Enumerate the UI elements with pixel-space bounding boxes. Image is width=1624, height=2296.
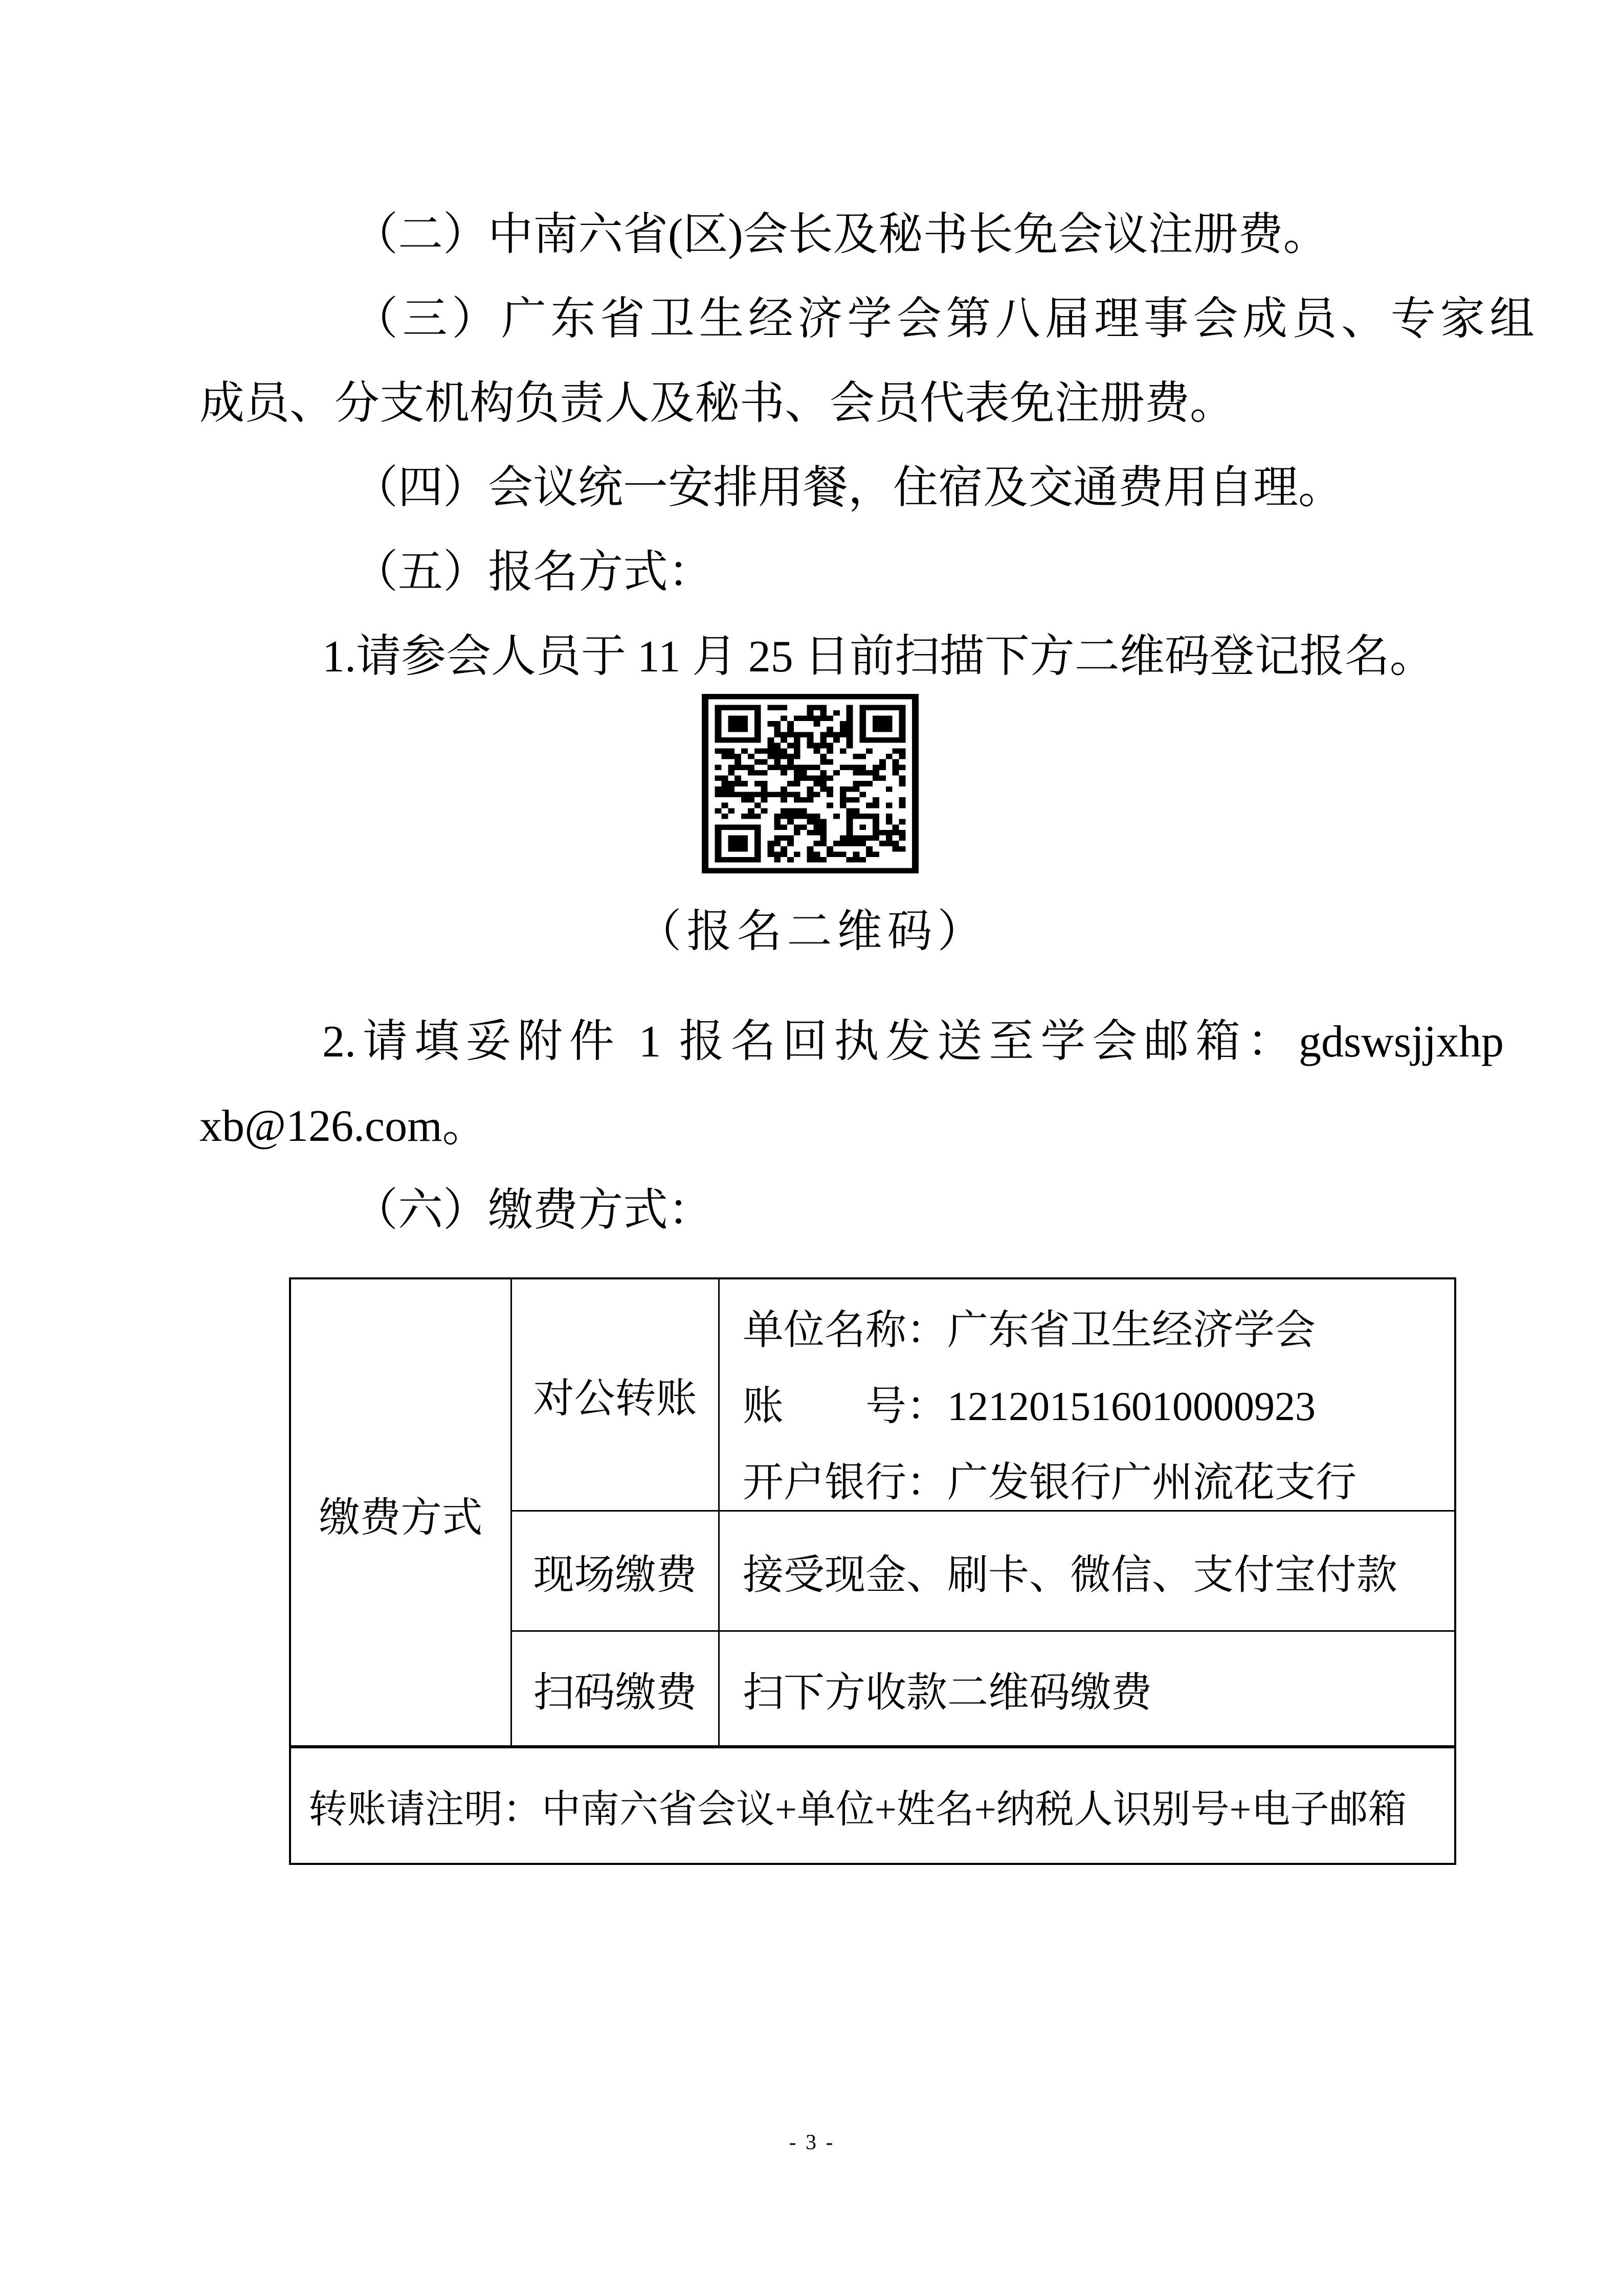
paragraph-item3-line1: （三）广东省卫生经济学会第八届理事会成员、专家组 <box>353 295 1534 344</box>
table-vline-2 <box>718 1279 720 1748</box>
table-footer-note: 转账请注明：中南六省会议+单位+姓名+纳税人识别号+电子邮箱 <box>308 1788 1407 1831</box>
paragraph-item5-sub2-line2: xb@126.com。 <box>199 1101 487 1151</box>
page-number: - 3 - <box>789 2131 835 2154</box>
payment-table <box>289 1277 1456 1865</box>
table-cell-method-transfer: 对公转账 <box>533 1377 697 1422</box>
paragraph-item5: （五）报名方式： <box>353 548 714 597</box>
paragraph-item5-sub1: 1.请参会人员于 11 月 25 日前扫描下方二维码登记报名。 <box>322 632 1435 682</box>
paragraph-item6: （六）缴费方式： <box>353 1186 714 1235</box>
qr-code-icon <box>702 694 919 873</box>
paragraph-item3-line2: 成员、分支机构负责人及秘书、会员代表免注册费。 <box>199 379 1235 429</box>
table-cell-method-onsite: 现场缴费 <box>533 1552 697 1598</box>
table-cell-onsite-details: 接受现金、刷卡、微信、支付宝付款 <box>743 1552 1397 1598</box>
bank-account-name: 单位名称：广东省卫生经济学会 <box>743 1308 1316 1353</box>
bank-branch: 开户银行：广发银行广州流花支行 <box>743 1460 1356 1505</box>
body-paragraphs-2 <box>199 1000 1504 1253</box>
table-cell-payment-header: 缴费方式 <box>319 1496 483 1541</box>
paragraph-item4: （四）会议统一安排用餐，住宿及交通费用自理。 <box>353 463 1344 513</box>
table-cell-method-scan: 扫码缴费 <box>533 1670 697 1716</box>
paragraph-item5-sub2-line1: 2.请填妥附件 1 报名回执发送至学会邮箱：gdswsjjxhp <box>322 1017 1504 1067</box>
table-cell-scan-details: 扫下方收款二维码缴费 <box>743 1670 1152 1716</box>
table-cell-transfer-details <box>743 1293 1454 1521</box>
registration-qr-code-image <box>702 694 919 873</box>
bank-account-number: 账 号：121201516010000923 <box>743 1384 1316 1429</box>
paragraph-item2: （二）中南六省(区)会长及秘书长免会议注册费。 <box>353 210 1328 260</box>
qr-caption: （报名二维码） <box>636 907 988 957</box>
body-paragraphs <box>199 193 1534 699</box>
